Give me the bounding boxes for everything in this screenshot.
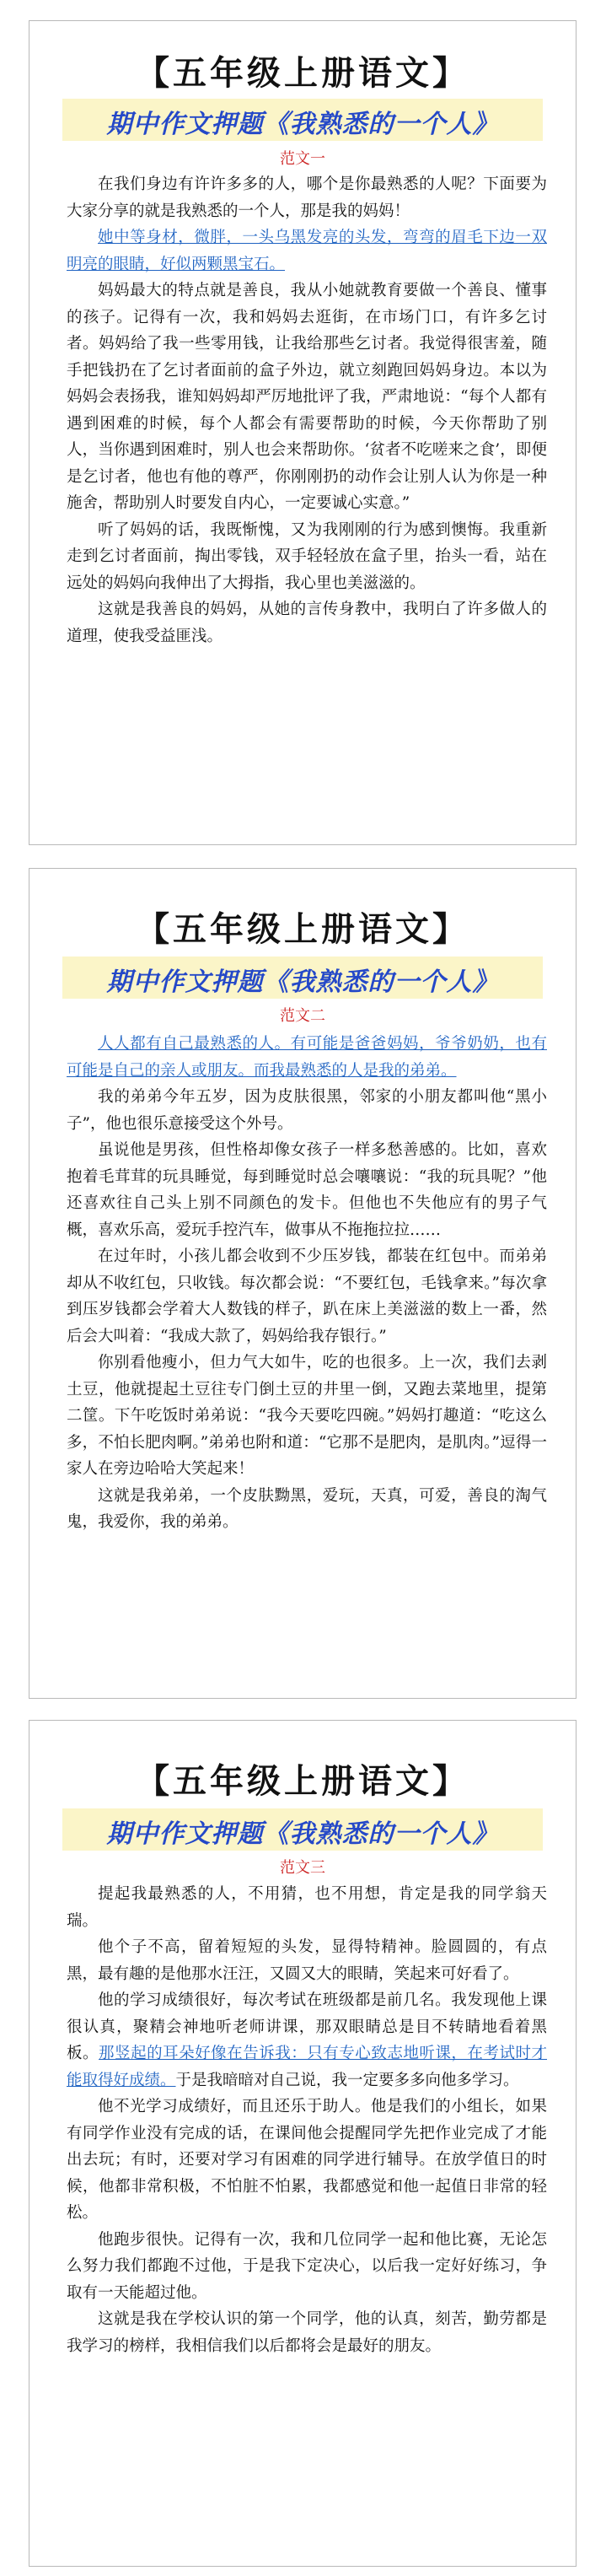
section-3-label: 范文三 [280,1859,325,1877]
section-1-sheet [29,20,577,845]
section-2 [0,856,606,1708]
highlighted-text: 那竖起的耳朵好像在告诉我：只有专心致志地听课，在考试时才能取得好成绩。 [67,2045,547,2089]
section-2-sheet [29,868,577,1699]
paragraph: 他不光学习成绩好，而且还乐于助人。他是我们的小组长，如果有同学作业没有完成的话，在课间他会提醒同学先把作业完成了才能出去玩；有时，还要对学习有困难的同学进行辅导。在放学值日的时候，他都非常积极，不怕脏不怕累，我都感觉和他一起值日非常的轻松。 [67,2098,547,2222]
section-2-title: 【五年级上册语文】 [136,909,469,949]
paragraph: 提起我最熟悉的人，不用猜，也不用想，肯定是我的同学翁天瑞。 [67,1885,547,1930]
paragraph: 听了妈妈的话，我既惭愧，又为我刚刚的行为感到懊悔。我重新走到乞讨者面前，掏出零钱，双手轻轻放在盒子里，抬头一看，站在远处的妈妈向我伸出了大拇指，我心里也美滋滋的。 [67,520,547,592]
paragraph: 我的弟弟今年五岁，因为皮肤很黑，邻家的小朋友都叫他“黑小子”，他也很乐意接受这个外号。 [67,1088,547,1133]
section-3-body [67,1881,547,2359]
paragraph: 在我们身边有许许多多的人，哪个是你最熟悉的人呢？下面要为大家分享的就是我熟悉的一个人，那是我的妈妈！ [67,175,547,220]
paragraph: 他个子不高，留着短短的头发，显得特精神。脸圆圆的，有点黑，最有趣的是他那水汪汪，又圆又大的眼睛，笑起来可好看了。 [67,1938,547,1983]
paragraph [67,1031,547,1084]
paragraph: 这就是我在学校认识的第一个同学，他的认真，刻苦，勤劳都是我学习的榜样，我相信我们以后都将会是最好的朋友。 [67,2310,547,2355]
paragraph: 这就是我弟弟，一个皮肤黝黑，爱玩，天真，可爱，善良的淘气鬼，我爱你，我的弟弟。 [67,1486,547,1531]
paragraph: 虽说他是男孩，但性格却像女孩子一样多愁善感的。比如，喜欢抱着毛茸茸的玩具睡觉，每到睡觉时总会嚷嚷说：“我的玩具呢？”他还喜欢往自己头上别不同颜色的发卡。但他也不失他应有的男子气概，喜欢乐高，爱玩手控汽车，做事从不拖拖拉拉…… [67,1141,547,1239]
section-1-label: 范文一 [280,150,325,168]
paragraph [67,224,547,278]
section-3 [0,1708,606,2576]
paragraph: 妈妈最大的特点就是善良，我从小她就教育要做一个善良、懂事的孩子。记得有一次，我和妈妈去逛街，在市场门口，有许多乞讨者。妈妈给了我一些零用钱，让我给那些乞讨者。我觉得很害羞，随手把钱扔在了乞讨者面前的盒子外边，就立刻跑回妈妈身边。本以为妈妈会表扬我，谁知妈妈却严厉地批评了我，严肃地说：“每个人都有遇到困难的时候，每个人都会有需要帮助的时候，今天你帮助了别人，当你遇到困难时，别人也会来帮助你。‘贫者不吃嗟来之食’，即便是乞讨者，他也有他的尊严，你刚刚扔的动作会让别人认为你是一种施舍，帮助别人时要发自内心，一定要诚心实意。” [67,282,547,512]
section-3-sheet [29,1720,577,2567]
section-2-subtitle: 期中作文押题《我熟悉的一个人》 [106,967,499,997]
paragraph: 他的学习成绩很好，每次考试在班级都是前几名。我发现他上课很认真，聚精会神地听老师讲课，那双眼睛总是目不转睛地看着黑板。那竖起的耳朵好像在告诉我：只有专心致志地听课，在考试时才能取得好成绩。于是我暗暗对自己说，我一定要多多向他多学习。 [67,1991,547,2089]
paragraph: 在过年时，小孩儿都会收到不少压岁钱，都装在红包中。而弟弟却从不收红包，只收钱。每次都会说：“不要红包，毛钱拿来。”每次拿到压岁钱都会学着大人数钱的样子，趴在床上美滋滋的数上一番，然后会大叫着：“我成大款了，妈妈给我存银行。” [67,1248,547,1345]
section-2-label: 范文二 [280,1007,325,1025]
section-3-title: 【五年级上册语文】 [136,1761,469,1801]
paragraph: 这就是我善良的妈妈，从她的言传身教中，我明白了许多做人的道理，使我受益匪浅。 [67,601,547,645]
highlighted-text: 她中等身材，微胖，一头乌黑发亮的头发，弯弯的眉毛下边一双明亮的眼睛，好似两颗黑宝石。 [67,229,547,273]
highlighted-text: 人人都有自己最熟悉的人。有可能是爸爸妈妈，爷爷奶奶，也有可能是自己的亲人或朋友。而我最熟悉的人是我的弟弟。 [67,1035,547,1080]
section-1-title: 【五年级上册语文】 [136,53,469,93]
section-1-subtitle: 期中作文押题《我熟悉的一个人》 [106,110,499,139]
section-2-body [67,1031,547,1536]
paragraph: 你别看他瘦小，但力气大如牛，吃的也很多。上一次，我们去剥土豆，他就提起土豆往专门倒土豆的井里一倒，又跑去菜地里，提第二筐。下午吃饭时弟弟说：“我今天要吃四碗。”妈妈打趣道：“吃这么多，不怕长肥肉啊。”弟弟也附和道：“它那不是肥肉，是肌肉。”逗得一家人在旁边哈哈大笑起来！ [67,1354,547,1478]
section-1 [0,0,606,856]
paragraph: 他跑步很快。记得有一次，我和几位同学一起和他比赛，无论怎么努力我们都跑不过他，于是我下定决心，以后我一定好好练习，争取有一天能超过他。 [67,2230,547,2302]
section-1-body [67,171,547,649]
section-3-subtitle: 期中作文押题《我熟悉的一个人》 [106,1819,499,1849]
